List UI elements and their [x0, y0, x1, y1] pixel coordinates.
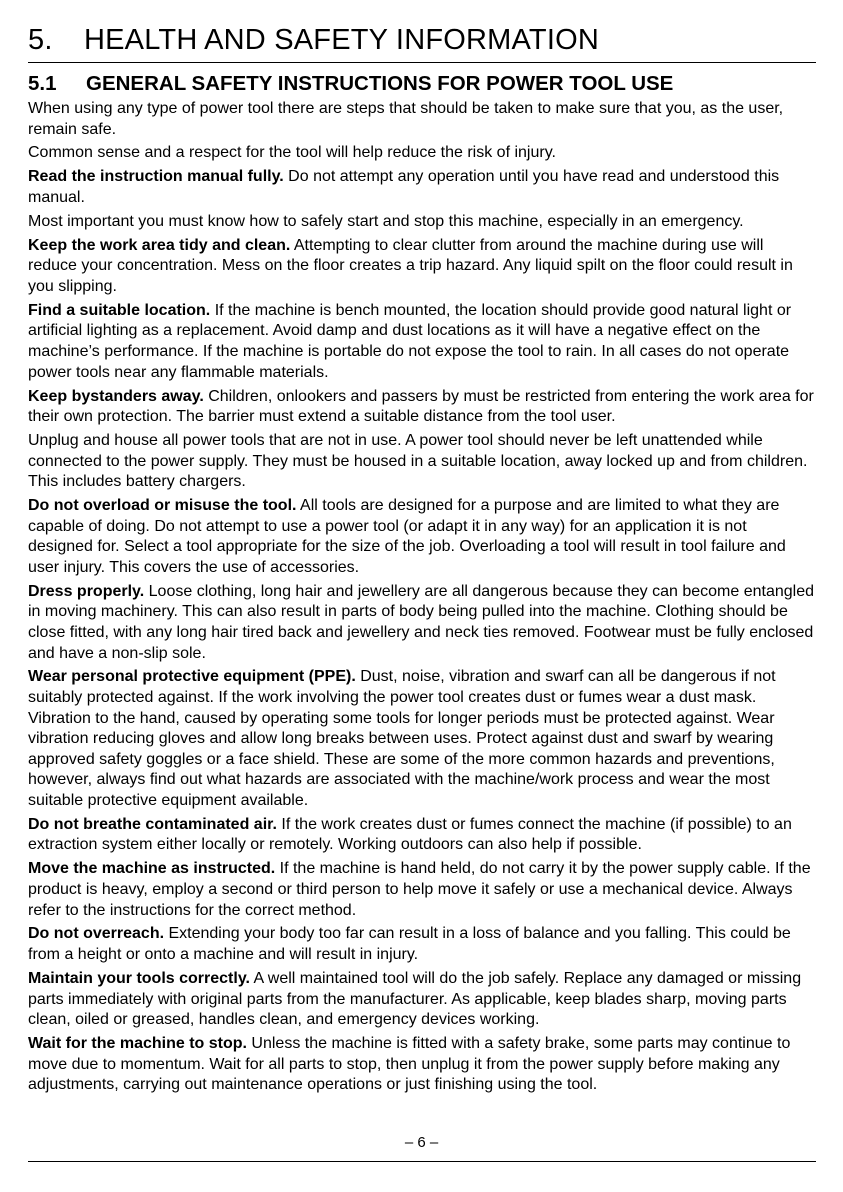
- paragraph-lead: Wear personal protective equipment (PPE).: [28, 668, 356, 686]
- section-number: 5.: [28, 24, 53, 56]
- paragraph: [28, 969, 816, 1031]
- paragraph: [28, 212, 816, 233]
- paragraph-lead: Keep bystanders away.: [28, 387, 204, 405]
- paragraph: [28, 582, 816, 664]
- paragraph-text: Children, onlookers and passers by must be restricted from entering the work area for their own protection. The barrier must extend a suitable distance from the tool user.: [28, 387, 814, 426]
- paragraph-lead: Move the machine as instructed.: [28, 860, 276, 878]
- paragraph-text: Dust, noise, vibration and swarf can all be dangerous if not suitably protected against. If the work involving the power tool creates dust or fumes wear a dust mask. Vibration to the hand, caused by operating some tools for longer periods must be protected against. Wear vibration reducing gloves and allow long breaks between uses. Protect against dust and swarf by wearing approved safety goggles or a face shield. These are some of the more common hazards and preventions, however, always find out what hazards are associated with the machine/work process and wear the most suitable protective equipment available.: [28, 668, 776, 809]
- paragraph: [28, 301, 816, 383]
- page-number: – 6 –: [404, 1134, 439, 1151]
- paragraph: [28, 143, 816, 164]
- paragraph: [28, 667, 816, 811]
- paragraph-text: Unless the machine is fitted with a safety brake, some parts may continue to move due to momentum. Wait for all parts to stop, then unplug it from the power supply before making any adjustments, carrying out maintenance operations or just finishing using the tool.: [28, 1034, 791, 1094]
- paragraph-lead: Maintain your tools correctly.: [28, 969, 250, 987]
- paragraph: [28, 815, 816, 856]
- paragraph: [28, 387, 816, 428]
- subsection-title: GENERAL SAFETY INSTRUCTIONS FOR POWER TOOL USE: [86, 72, 674, 95]
- paragraph: [28, 236, 816, 298]
- paragraph: [28, 859, 816, 921]
- paragraph-lead: Read the instruction manual fully.: [28, 168, 284, 186]
- paragraph: [28, 924, 816, 965]
- paragraph-text: Unplug and house all power tools that are not in use. A power tool should never be left unattended while connected to the power supply. They must be housed in a suitable location, away locked up and from children. This includes battery chargers.: [28, 431, 808, 491]
- paragraph-text: When using any type of power tool there are steps that should be taken to make sure that you, as the user, remain safe.: [28, 100, 784, 138]
- paragraph-lead: Wait for the machine to stop.: [28, 1034, 247, 1052]
- page-content: [28, 22, 816, 1099]
- paragraph: [28, 99, 816, 140]
- paragraph-text: A well maintained tool will do the job safely. Replace any damaged or missing parts immediately with original parts from the manufacturer. As applicable, keep blades sharp, moving parts clean, oiled or greased, handles clean, and emergency devices working.: [28, 969, 802, 1029]
- paragraph-text: Most important you must know how to safely start and stop this machine, especially in an emergency.: [28, 212, 744, 230]
- body-text: [28, 99, 816, 1096]
- paragraph: [28, 167, 816, 208]
- paragraph-lead: Do not breathe contaminated air.: [28, 815, 277, 833]
- section-heading: [28, 22, 816, 58]
- paragraph: [28, 1034, 816, 1096]
- paragraph-text: If the machine is bench mounted, the location should provide good natural light or artificial lighting as a replacement. Avoid damp and dust locations as it will have a negative effect on the machine’s performance. If the machine is portable do not expose the tool to rain. In all cases do not operate power tools near any flammable materials.: [28, 301, 792, 381]
- paragraph-lead: Dress properly.: [28, 582, 145, 600]
- paragraph: [28, 431, 816, 493]
- paragraph-text: If the machine is hand held, do not carry it by the power supply cable. If the product is heavy, employ a second or third person to help move it safely or use a mechanical device. Always refer to the instructions for the correct method.: [28, 860, 811, 919]
- paragraph-text: If the work creates dust or fumes connect the machine (if possible) to an extraction system either locally or remotely. Working outdoors can also help if possible.: [28, 815, 792, 854]
- paragraph-lead: Keep the work area tidy and clean.: [28, 236, 291, 254]
- paragraph-lead: Do not overload or misuse the tool.: [28, 497, 297, 515]
- subsection-number: 5.1: [28, 72, 57, 95]
- paragraph: [28, 496, 816, 578]
- subsection-heading: [28, 71, 816, 97]
- paragraph-text: Attempting to clear clutter from around the machine during use will reduce your concentration. Mess on the floor creates a trip hazard. Any liquid spilt on the floor could result in you slipping.: [28, 236, 793, 295]
- paragraph-text: Loose clothing, long hair and jewellery are all dangerous because they can become entangled in moving machinery. This can also result in parts of body being pulled into the machine. Clothing should be close fitted, with any long hair tired back and jewellery and neck ties removed. Footwear must be fully enclosed and have a non-slip sole.: [28, 582, 814, 662]
- paragraph-text: All tools are designed for a purpose and are limited to what they are capable of doing. Do not attempt to use a power tool (or adapt it in any way) for an application it is not designed for. Select a tool appropriate for the size of the job. Overloading a tool will result in tool failure and user injury. This covers the use of accessories.: [28, 497, 786, 576]
- paragraph-lead: Do not overreach.: [28, 925, 165, 943]
- paragraph-text: Do not attempt any operation until you have read and understood this manual.: [28, 168, 780, 206]
- paragraph-text: Common sense and a respect for the tool will help reduce the risk of injury.: [28, 144, 556, 162]
- footer-rule: [28, 1161, 816, 1162]
- heading-rule: [28, 62, 816, 63]
- section-title: HEALTH AND SAFETY INFORMATION: [84, 24, 599, 56]
- paragraph-lead: Find a suitable location.: [28, 301, 211, 319]
- paragraph-text: Extending your body too far can result in a loss of balance and you falling. This could be from a height or onto a machine and will result in injury.: [28, 925, 791, 964]
